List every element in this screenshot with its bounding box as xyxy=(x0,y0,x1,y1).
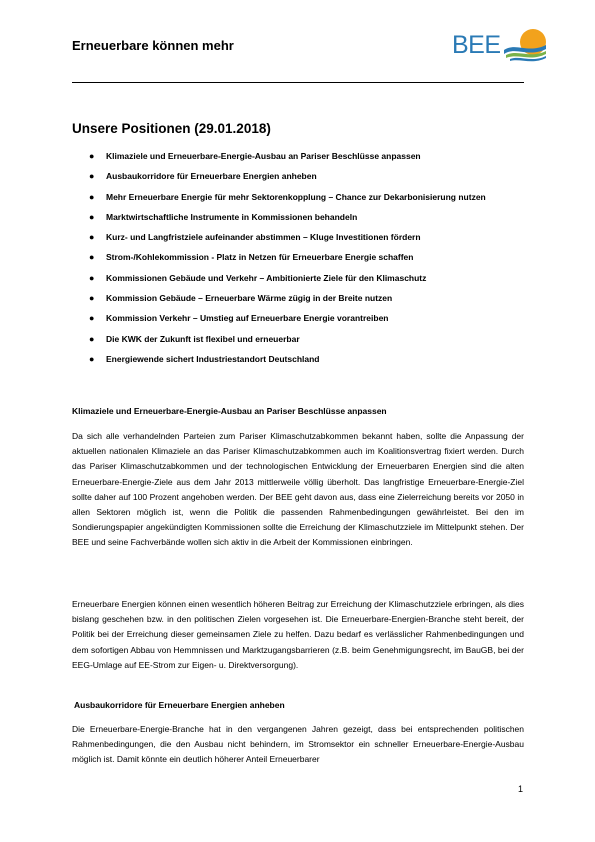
bullet-icon: ● xyxy=(89,313,95,324)
bee-logo xyxy=(452,28,548,66)
list-item: ● Energiewende sichert Industriestandort Deutschland xyxy=(89,353,320,364)
list-item: ● Ausbaukorridore für Erneuerbare Energien anheben xyxy=(89,171,317,182)
list-item: ● Die KWK der Zukunft ist flexibel und erneuerbar xyxy=(89,333,300,344)
section-title: Unsere Positionen (29.01.2018) xyxy=(72,121,271,136)
list-item: ● Kommission Gebäude – Erneuerbare Wärme zügig in der Breite nutzen xyxy=(89,293,393,304)
bullet-icon: ● xyxy=(89,333,95,344)
bullet-icon: ● xyxy=(89,191,95,202)
list-item: ● Kommission Verkehr – Umstieg auf Erneuerbare Energie vorantreiben xyxy=(89,313,389,324)
list-item: ● Kurz- und Langfristziele aufeinander abstimmen – Kluge Investitionen fördern xyxy=(89,232,421,243)
logo-text: BEE xyxy=(452,31,501,59)
subsection-heading: Klimaziele und Erneuerbare-Energie-Ausbau an Pariser Beschlüsse anpassen xyxy=(72,406,387,416)
bullet-icon: ● xyxy=(89,252,95,263)
bullet-icon: ● xyxy=(89,293,95,304)
bullet-icon: ● xyxy=(89,151,95,161)
list-item: ● Kommissionen Gebäude und Verkehr – Ambitionierte Ziele für den Klimaschutz xyxy=(89,272,427,283)
list-item: ● Marktwirtschaftliche Instrumente in Kommissionen behandeln xyxy=(89,211,358,222)
body-paragraph: Erneuerbare Energien können einen wesentlich höheren Beitrag zur Erreichung der Klimaschutzziele erbringen, als dies bislang geschehen bzw. in den politischen Zielen vorgesehen ist. Die Erneuerbare-Energien-Branche steht bereit, der Politik bei der Erreichung dieser gemeinsamen Ziele zu helfen. Dazu bedarf es verlässlicher Rahmenbedingungen und dem sofortigen Abbau von Hemmnissen und Marktzugangsbarrieren (z.B. beim Genehmigungsrecht, im BauGB, bei der EEG-Umlage auf EE-Strom zur Eigen- u. Direktversorgung). xyxy=(72,599,524,670)
page-number: 1 xyxy=(518,784,524,794)
header-title: Erneuerbare können mehr xyxy=(72,38,234,53)
list-item: ● Klimaziele und Erneuerbare-Energie-Ausbau an Pariser Beschlüsse anpassen xyxy=(89,151,421,161)
bullet-icon: ● xyxy=(89,171,95,182)
list-item: ● Mehr Erneuerbare Energie für mehr Sektorenkopplung – Chance zur Dekarbonisierung nutzen xyxy=(89,191,486,202)
list-item: ● Strom-/Kohlekommission - Platz in Netzen für Erneuerbare Energie schaffen xyxy=(89,252,414,263)
bullet-icon: ● xyxy=(89,353,95,364)
header-divider xyxy=(72,82,524,83)
bullet-icon: ● xyxy=(89,272,95,283)
body-paragraph: Die Erneuerbare-Energie-Branche hat in den vergangenen Jahren gezeigt, dass bei entsprechenden politischen Rahmenbedingungen, die den Ausbau nicht behindern, im Stromsektor ein schneller Erneuerbare-Energie-Ausbau möglich ist. Damit könnte ein deutlich höherer Anteil Erneuerbarer xyxy=(72,724,524,765)
body-paragraph: Da sich alle verhandelnden Parteien zum Pariser Klimaschutzabkommen bekannt haben, sollte die Anpassung der aktuellen nationalen Klimaziele an das Pariser Klimaschutzabkommen auch im Koalitionsvertrag fixiert werden. Durch das Pariser Klimaschutzabkommen und der technologischen Entwicklung der Erneuerbaren Energien sind die alten Erneuerbare-Energie-Ziele aus dem Jahr 2013 mittlerweile völlig überholt. Das langfristige Erneuerbare-Energie-Ziel sollte daher auf 100 Prozent angehoben werden. Der BEE geht davon aus, dass eine Zielerreichung bereits vor 2050 in allen Sektoren möglich ist, wenn die Politik die passenden Rahmenbedingungen gewährleistet. Bei den im Sondierungspapier angekündigten Kommissionen sollte die Erreichung der Klimaschutzziele im Mittelpunkt stehen. Der BEE und seine Fachverbände wollen sich aktiv in die Arbeit der Kommissionen einbringen. xyxy=(72,431,524,548)
positions-list xyxy=(72,150,522,373)
logo-sun-wave-icon xyxy=(502,28,548,66)
subsection-heading: Ausbaukorridore für Erneuerbare Energien anheben xyxy=(74,700,285,710)
bullet-icon: ● xyxy=(89,211,95,222)
bullet-icon: ● xyxy=(89,232,95,243)
